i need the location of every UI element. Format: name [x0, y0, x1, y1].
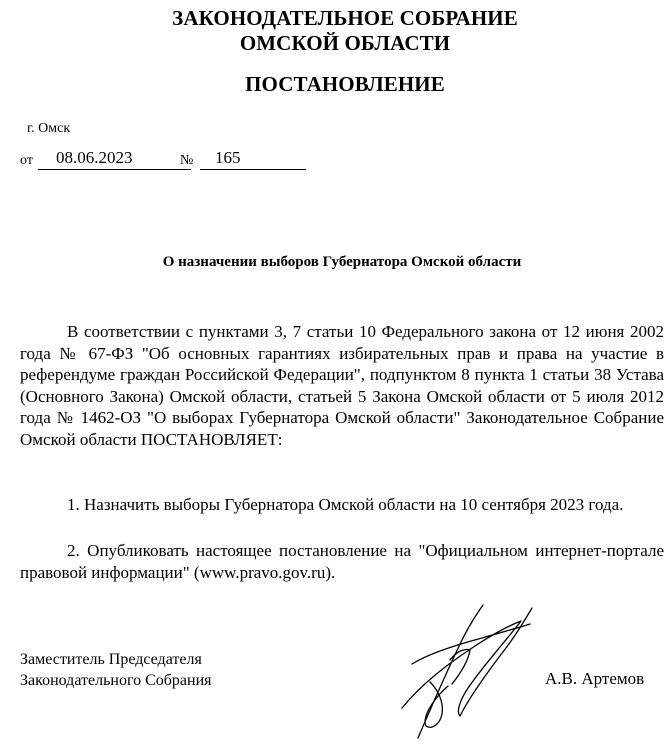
document-subject: О назначении выборов Губернатора Омской области [162, 254, 522, 270]
date-underline [38, 169, 191, 170]
handwritten-signature [390, 590, 550, 740]
number-underline [200, 169, 306, 170]
resolution-item-2: 2. Опубликовать настоящее постановление на "Официальном интернет-портале правовой информации" (www.pravo.gov.ru). [20, 541, 664, 582]
resolution-item-1: 1. Назначить выборы Губернатора Омской области на 10 сентября 2023 года. [67, 495, 624, 514]
signatory-title-line2: Законодательного Собрания [20, 672, 212, 689]
date-number-line [20, 148, 660, 174]
city: г. Омск [27, 121, 71, 136]
document-number: 165 [215, 148, 241, 167]
org-name-line1: ЗАКОНОДАТЕЛЬНОЕ СОБРАНИЕ [172, 6, 518, 30]
document-type: ПОСТАНОВЛЕНИЕ [245, 72, 445, 96]
signatory-title-line1: Заместитель Председателя [20, 651, 202, 668]
date-prefix: от [20, 153, 33, 168]
number-sign: № [180, 153, 194, 168]
document-date: 08.06.2023 [56, 148, 133, 167]
preamble-paragraph: В соответствии с пунктами 3, 7 статьи 10 Федерального закона от 12 июня 2002 года № 67-ФЗ "Об основных гарантиях избирательных прав и права на участие в референдуме граждан Российской Федерации", подпунктом 8 пункта 1 статьи 38 Устава (Основного Закона) Омской области, статьей 5 Закона Омской области от 5 июля 2012 года № 1462-ОЗ "О выборах Губернатора Омской области" Законодательное Собрание Омской области ПОСТАНОВЛЯЕТ: [20, 322, 664, 449]
signatory-title [20, 649, 212, 691]
org-name-line2: ОМСКОЙ ОБЛАСТИ [239, 31, 451, 55]
signatory-name: А.В. Артемов [545, 669, 645, 688]
